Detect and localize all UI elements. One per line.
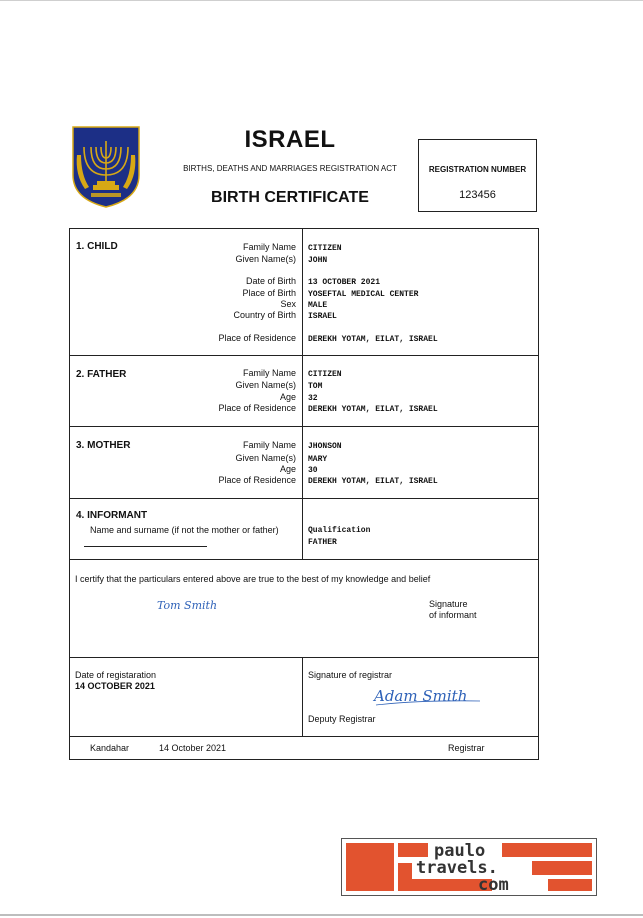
registration-number-label: REGISTRATION NUMBER: [428, 165, 527, 174]
logo-text-line2: travels.: [416, 858, 498, 878]
child-sex: MALE: [308, 301, 328, 310]
registration-number-box: [418, 139, 537, 212]
father-residence-label: Place of Residence: [218, 403, 296, 413]
father-heading: 2. FATHER: [76, 369, 127, 380]
paulo-travels-logo: [341, 838, 597, 896]
father-family-name: CITIZEN: [308, 370, 342, 379]
registration-act: BIRTHS, DEATHS AND MARRIAGES REGISTRATION ACT: [183, 164, 397, 173]
registration-date-label: Date of registaration: [75, 670, 157, 680]
mother-age: 30: [308, 466, 318, 475]
father-age-label: Age: [279, 392, 296, 402]
certificate-table: [69, 228, 539, 760]
logo-block: [346, 843, 394, 891]
mother-family-name-label: Family Name: [242, 440, 296, 450]
father-given-name-label: Given Name(s): [235, 380, 296, 390]
child-sex-label: Sex: [280, 299, 296, 309]
mother-residence-label: Place of Residence: [218, 475, 296, 485]
mother-given-name: MARY: [308, 455, 328, 464]
footer-role: Registrar: [448, 743, 485, 753]
bottom-border: [0, 914, 643, 916]
father-given-name: TOM: [308, 382, 323, 391]
child-family-name: CITIZEN: [308, 244, 342, 253]
informant-name-label: Name and surname (if not the mother or father): [90, 525, 279, 535]
registration-date: 14 OCTOBER 2021: [75, 681, 155, 691]
deputy-registrar-label: Deputy Registrar: [308, 714, 376, 724]
registration-number: 123456: [459, 189, 496, 201]
mother-age-label: Age: [279, 464, 296, 474]
informant-signature-label-1: Signature: [429, 599, 468, 609]
child-heading: 1. CHILD: [76, 241, 118, 252]
footer-date: 14 October 2021: [159, 743, 227, 753]
divider: [70, 559, 538, 560]
mother-heading: 3. MOTHER: [76, 440, 131, 451]
divider: [70, 657, 538, 658]
child-dob: 13 OCTOBER 2021: [308, 278, 381, 287]
child-dob-label: Date of Birth: [245, 276, 296, 286]
informant-signature-label-2: of informant: [429, 610, 477, 620]
logo-block: [548, 879, 592, 891]
column-divider: [302, 657, 303, 736]
qualification-label: Qualification: [308, 526, 371, 535]
state-emblem-icon: [71, 125, 141, 209]
child-pob: YOSEFTAL MEDICAL CENTER: [308, 290, 419, 299]
child-residence-label: Place of Residence: [218, 333, 296, 343]
registrar-signature-mark: [372, 683, 484, 709]
informant-signature: Tom Smith: [157, 599, 218, 612]
child-country: ISRAEL: [308, 312, 337, 321]
column-divider: [302, 229, 303, 559]
child-given-name: JOHN: [308, 256, 328, 265]
child-given-name-label: Given Name(s): [235, 254, 296, 264]
informant-heading: 4. INFORMANT: [76, 510, 148, 521]
logo-text-line3: com: [478, 875, 509, 895]
child-pob-label: Place of Birth: [242, 288, 296, 298]
logo-block: [532, 861, 592, 875]
logo-block: [398, 843, 428, 857]
informant-signature-mark: [155, 595, 235, 615]
document-title: BIRTH CERTIFICATE: [211, 189, 369, 206]
country-title: ISRAEL: [244, 126, 336, 153]
mother-family-name: JHONSON: [308, 442, 342, 451]
father-age: 32: [308, 394, 318, 403]
divider: [70, 426, 538, 427]
child-residence: DEREKH YOTAM, EILAT, ISRAEL: [308, 335, 438, 344]
father-residence: DEREKH YOTAM, EILAT, ISRAEL: [308, 405, 438, 414]
divider: [70, 355, 538, 356]
mother-given-name-label: Given Name(s): [235, 453, 296, 463]
child-country-label: Country of Birth: [233, 310, 296, 320]
informant-name-line: [84, 546, 207, 547]
certification-text: I certify that the particulars entered above are true to the best of my knowledge and belief: [75, 574, 431, 584]
divider: [70, 498, 538, 499]
registrar-signature: Adam Smith: [374, 687, 468, 705]
mother-residence: DEREKH YOTAM, EILAT, ISRAEL: [308, 477, 438, 486]
logo-text-line1: paulo: [434, 841, 486, 861]
divider: [70, 736, 538, 737]
child-family-name-label: Family Name: [242, 242, 296, 252]
logo-block: [502, 843, 592, 857]
top-border: [0, 0, 643, 1]
registrar-signature-label: Signature of registrar: [308, 670, 393, 680]
qualification-value: FATHER: [308, 538, 337, 547]
father-family-name-label: Family Name: [242, 368, 296, 378]
footer-place: Kandahar: [90, 743, 130, 753]
